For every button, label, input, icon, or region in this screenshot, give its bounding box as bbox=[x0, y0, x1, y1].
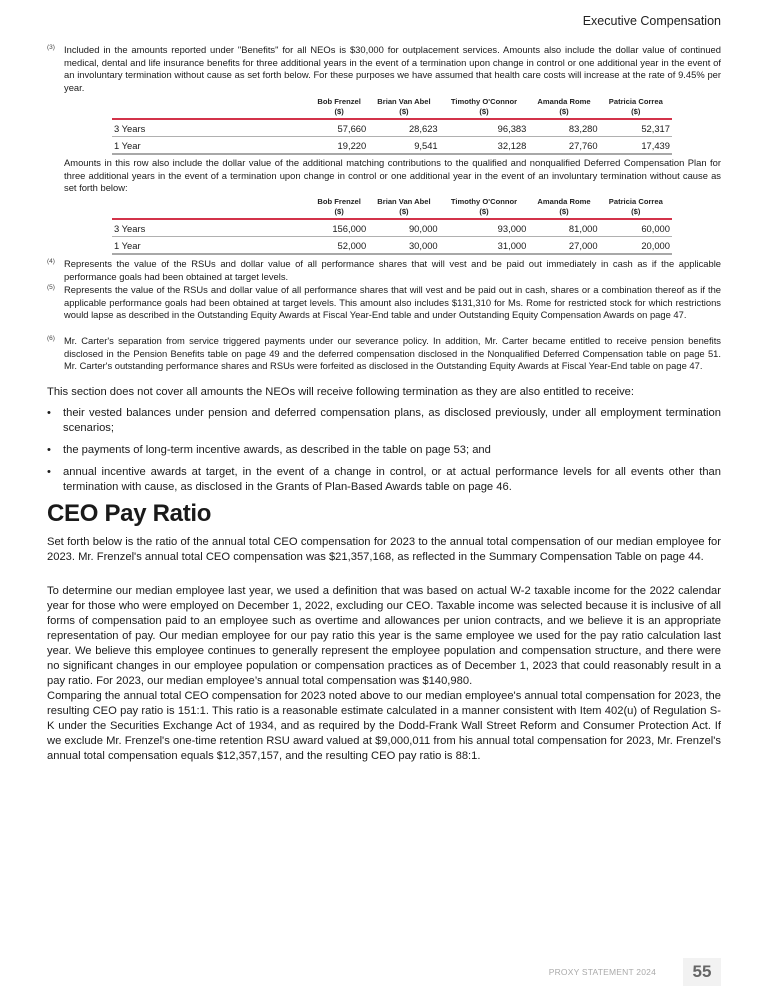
column-header: Bob Frenzel ($) bbox=[317, 97, 361, 116]
footnote-text: Represents the value of the RSUs and dollar value of all performance shares that will vest and be paid out in cash, shares or a combination thereof as if the applicable performance goals had been obtained at target levels. This amount also includes $131,310 for Ms. Rome for restricted stock for which restrictions would lapse as described in the Outstanding Equity Awards at Fiscal Year-End table and under Outstanding Equity Compensation Awards on page 47. bbox=[64, 284, 721, 320]
cell-value: 60,000 bbox=[600, 219, 672, 237]
table-header-row bbox=[112, 97, 672, 119]
running-header: Executive Compensation bbox=[582, 14, 721, 28]
bullet-icon: • bbox=[47, 466, 51, 478]
cell-value: 20,000 bbox=[600, 237, 672, 255]
footnote-5 bbox=[47, 284, 721, 322]
cell-value: 156,000 bbox=[310, 219, 368, 237]
cell-value: 27,000 bbox=[528, 237, 599, 255]
bullet-icon: • bbox=[47, 407, 51, 419]
cell-value: 83,280 bbox=[528, 119, 599, 137]
footnote-4 bbox=[47, 258, 721, 283]
list-item bbox=[47, 465, 721, 495]
cell-value: 9,541 bbox=[368, 137, 439, 155]
footnote-marker: (5) bbox=[47, 284, 55, 291]
list-item bbox=[47, 443, 721, 458]
footer-document-label: PROXY STATEMENT 2024 bbox=[548, 967, 656, 977]
row-label: 3 Years bbox=[112, 119, 310, 137]
table-row bbox=[112, 219, 672, 237]
row-label: 3 Years bbox=[112, 219, 310, 237]
cell-value: 52,317 bbox=[600, 119, 672, 137]
row-label: 1 Year bbox=[112, 137, 310, 155]
cell-value: 19,220 bbox=[310, 137, 368, 155]
bullet-icon: • bbox=[47, 444, 51, 456]
cell-value: 90,000 bbox=[368, 219, 439, 237]
cell-value: 28,623 bbox=[368, 119, 439, 137]
footnote-marker: (6) bbox=[47, 335, 55, 342]
table-row bbox=[112, 137, 672, 155]
column-header: Timothy O'Connor ($) bbox=[450, 97, 518, 116]
health-benefits-table bbox=[112, 97, 672, 155]
row-label: 1 Year bbox=[112, 237, 310, 255]
cell-value: 31,000 bbox=[440, 237, 529, 255]
cell-value: 52,000 bbox=[310, 237, 368, 255]
table-row bbox=[112, 237, 672, 255]
entitlement-list bbox=[47, 406, 721, 502]
deferred-comp-table bbox=[112, 197, 672, 255]
list-item-text: the payments of long-term incentive awards, as described in the table on page 53; and bbox=[63, 444, 491, 456]
section-heading: CEO Pay Ratio bbox=[47, 500, 212, 527]
cell-value: 96,383 bbox=[440, 119, 529, 137]
column-header: Patricia Correa ($) bbox=[608, 97, 663, 116]
column-header: Brian Van Abel ($) bbox=[377, 97, 431, 116]
cell-value: 32,128 bbox=[440, 137, 529, 155]
column-header: Patricia Correa ($) bbox=[608, 197, 663, 216]
column-header: Amanda Rome ($) bbox=[537, 97, 591, 116]
footnote-text: Mr. Carter's separation from service triggered payments under our severance policy. In addition, Mr. Carter became entitled to receive pension benefits disclosed in the Pension Benefits table on page 49 and the deferred compensation disclosed in the Nonqualified Deferred Compensation table on page 51. Mr. Carter's outstanding performance shares and RSUs were forfeited as disclosed in the Outstanding Equity Awards at Fiscal Year-End table on page 47. bbox=[64, 335, 721, 371]
cell-value: 93,000 bbox=[440, 219, 529, 237]
column-header: Brian Van Abel ($) bbox=[377, 197, 431, 216]
cell-value: 17,439 bbox=[600, 137, 672, 155]
footnote-marker: (4) bbox=[47, 258, 55, 265]
footnote-3 bbox=[47, 44, 721, 94]
column-header: Bob Frenzel ($) bbox=[317, 197, 361, 216]
table-header-row bbox=[112, 197, 672, 219]
footnote-3-continuation: Amounts in this row also include the dollar value of the additional matching contributions to the qualified and nonqualified Deferred Compensation Plan for three additional years in the event of a termination upon change in control or one additional year in the event of an involuntary termination without cause as set forth below: bbox=[64, 157, 721, 193]
column-header: Amanda Rome ($) bbox=[537, 197, 591, 216]
footnote-6 bbox=[47, 335, 721, 373]
page-number: 55 bbox=[683, 958, 721, 986]
ceo-paragraph: To determine our median employee last year, we used a definition that was based on actual W-2 taxable income for the 2022 calendar year for those who were employed on December 1, 2022, excluding our CEO. Taxable income was selected because it is inclusive of all forms of compensation paid to an employee such as overtime and allowances per union contracts, and we believe it is an appropriate representation of pay. Our median employee for our pay ratio this year is the same employee we used for the pay ratio calculation last year. We believe this employee continues to generally represent the employee population and compensation structure, and there were no significant changes in our employee population or compensation practices as of December 1, 2023 that could reasonably result in a pay ratio. For 2023, our median employee’s annual total compensation was $140,980. bbox=[47, 585, 721, 687]
row-label-header bbox=[112, 97, 310, 119]
list-item-text: annual incentive awards at target, in the event of a change in control, or at actual performance levels for all events other than termination with cause, as disclosed in the Grants of Plan-Based Awards table on page 46. bbox=[63, 466, 721, 493]
row-label-header bbox=[112, 197, 310, 219]
footnote-text: Represents the value of the RSUs and dollar value of all performance shares that will vest and be paid out immediately in cash as if the applicable performance goals had been obtained at target levels. bbox=[64, 258, 721, 282]
cell-value: 57,660 bbox=[310, 119, 368, 137]
ceo-paragraph: Set forth below is the ratio of the annual total CEO compensation for 2023 to the annual total compensation of our median employee for 2023. Mr. Frenzel's annual total CEO compensation was $21,357,168, as reflected in the Summary Compensation Table on page 44. bbox=[47, 536, 721, 563]
cell-value: 27,760 bbox=[528, 137, 599, 155]
cell-value: 30,000 bbox=[368, 237, 439, 255]
ceo-paragraph: Comparing the annual total CEO compensation for 2023 noted above to our median employee's annual total compensation for 2023, the resulting CEO pay ratio is 151:1. This ratio is a reasonable estimate calculated in a manner consistent with Item 402(u) of Regulation S-K under the Securities Exchange Act of 1934, and as required by the Dodd-Frank Wall Street Reform and Consumer Protection Act. If we exclude Mr. Frenzel's one-time retention RSU award valued at $9,000,011 from his annual total compensation for 2023, Mr. Frenzel's annual total compensation equals $12,357,157, and the resulting CEO pay ratio is 88:1. bbox=[47, 690, 721, 762]
table-row bbox=[112, 119, 672, 137]
termination-intro: This section does not cover all amounts the NEOs will receive following termination as they are also entitled to receive: bbox=[47, 386, 635, 398]
footnote-text: Included in the amounts reported under "Benefits" for all NEOs is $30,000 for outplacement services. Amounts also include the dollar value of continued medical, dental and life insurance benefits for three additional years in the event of a termination upon change in control or one additional year in the event of an involuntary termination without cause as set forth below. For these purposes we have assumed that health care costs will increase at the rate of 9.45% per year. bbox=[64, 44, 721, 93]
footnote-marker: (3) bbox=[47, 44, 55, 51]
cell-value: 81,000 bbox=[528, 219, 599, 237]
list-item-text: their vested balances under pension and deferred compensation plans, as disclosed previously, under all employment termination scenarios; bbox=[63, 407, 721, 434]
list-item bbox=[47, 406, 721, 436]
column-header: Timothy O'Connor ($) bbox=[450, 197, 518, 216]
